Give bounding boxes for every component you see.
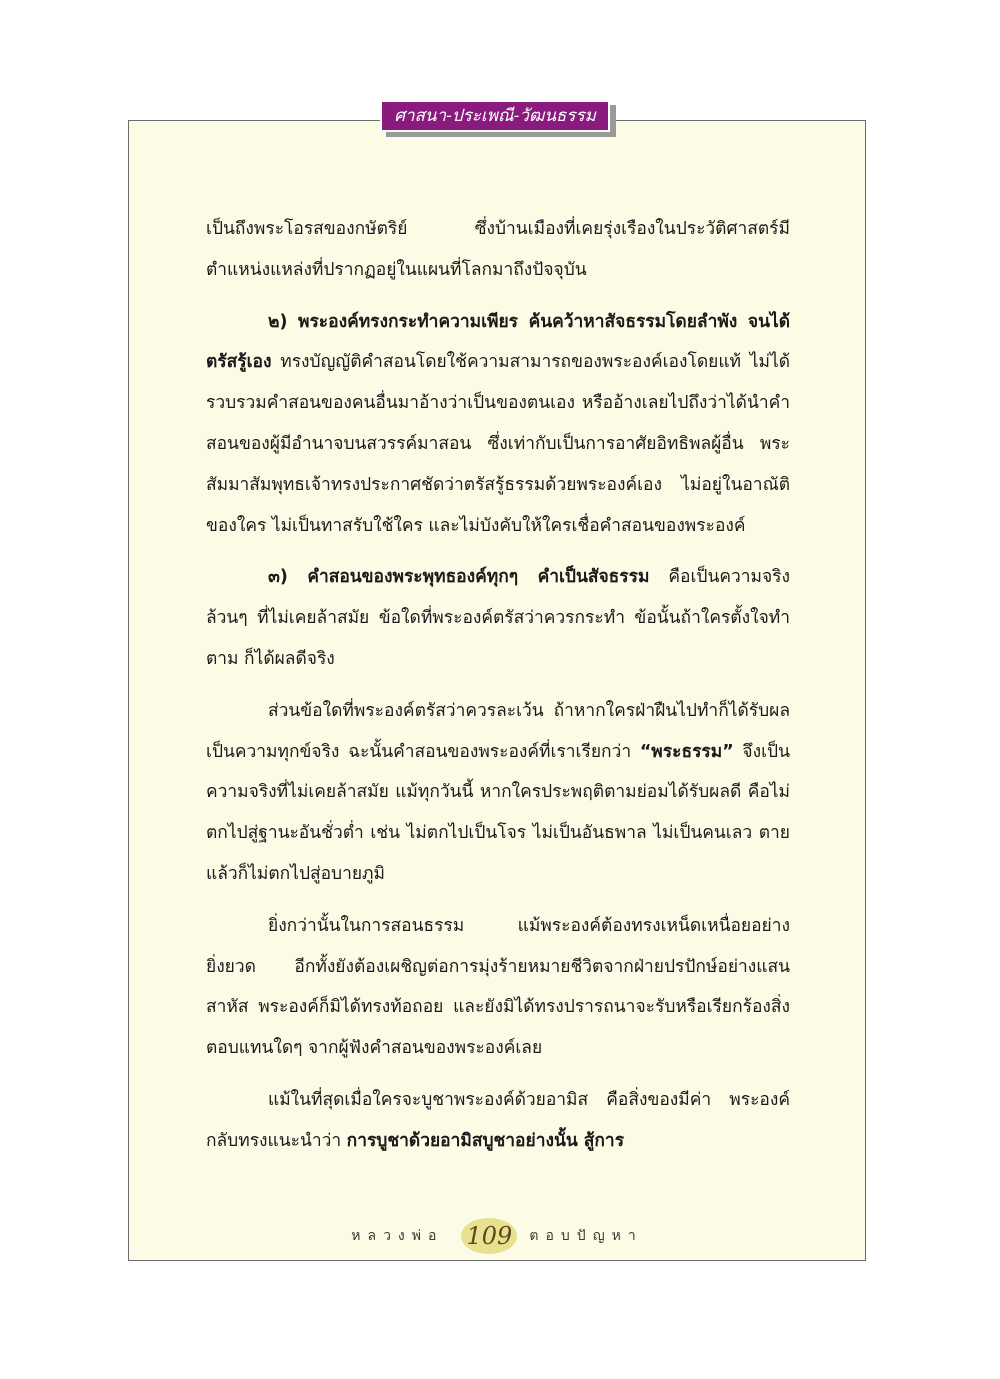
footer [128,1212,866,1260]
footer-left-text: หลวงพ่อ [351,1228,444,1244]
paragraph-4-lead: ส่วนข้อใดที่พระองค์ตรัสว่าควรละเว้น ถ้าหากใครฝ่าฝืนไปทำก็ได้รับผลเป็นความทุกข์จริง ฉะนั้นคำสอนของพระองค์ที่เราเรียกว่า [206,700,790,762]
paragraph-6-lead: แม้ในที่สุดเมื่อใครจะบูชาพระองค์ด้วยอามิส คือสิ่งของมีค่า พระองค์กลับทรงแนะนำว่า [206,1089,790,1151]
paragraph-6-bold: การบูชาด้วยอามิสบูชาอย่างนั้น สู้การ [346,1130,625,1151]
paragraph-4 [206,691,790,895]
paragraph-3-bold: ๓) คำสอนของพระพุทธองค์ทุกๆ คำเป็นสัจธรรม [268,567,650,588]
paragraph-5 [206,906,790,1069]
paragraph-1-text: เป็นถึงพระโอรสของกษัตริย์ ซึ่งบ้านเมืองที่เคยรุ่งเรืองในประวัติศาสตร์มีตำแหน่งแหล่งที่ปรากฏอยู่ในแผนที่โลกมาถึงปัจจุบัน [206,219,790,280]
paragraph-4-bold: “พระธรรม” [639,741,734,762]
paragraph-3-text: คือเป็นความจริงล้วนๆ ที่ไม่เคยล้าสมัย ข้อใดที่พระองค์ตรัสว่าควรกระทำ ข้อนั้นถ้าใครตั้งใจทำตาม ก็ได้ผลดีจริง [206,567,790,669]
paragraph-6 [206,1080,790,1162]
paragraph-3 [206,557,790,679]
paragraph-1 [206,209,790,291]
body-text [206,209,790,1162]
section-header: ศาสนา-ประเพณี-วัฒนธรรม [380,100,610,132]
paragraph-2-bold: ๒) พระองค์ทรงกระทำความเพียร ค้นคว้าหาสัจธรรมโดยลำพัง จนได้ตรัสรู้เอง [206,311,790,373]
paragraph-4-text: จึงเป็นความจริงที่ไม่เคยล้าสมัย แม้ทุกวันนี้ หากใครประพฤติตามย่อมได้รับผลดี คือไม่ตกไปสู่ฐานะอันชั่วต่ำ เช่น ไม่ตกไปเป็นโจร ไม่เป็นอันธพาล ไม่เป็นคนเลว ตายแล้วก็ไม่ตกไปสู่อบายภูมิ [206,741,790,884]
paragraph-2 [206,302,790,547]
paragraph-5-text: ยิ่งกว่านั้นในการสอนธรรม แม้พระองค์ต้องทรงเหน็ดเหนื่อยอย่างยิ่งยวด อีกทั้งยังต้องเผชิญต่อการมุ่งร้ายหมายชีวิตจากฝ่ายปรปักษ์อย่างแสนสาหัส พระองค์ก็มิได้ทรงท้อถอย และยังมิได้ทรงปรารถนาจะรับหรือเรียกร้องสิ่งตอบแทนใดๆ จากผู้ฟังคำสอนของพระองค์เลย [206,915,790,1059]
paragraph-2-text: ทรงบัญญัติคำสอนโดยใช้ความสามารถของพระองค์เองโดยแท้ ไม่ได้รวบรวมคำสอนของคนอื่นมาอ้างว่าเป็นของตนเอง หรืออ้างเลยไปถึงว่าได้นำคำสอนของผู้มีอำนาจบนสวรรค์มาสอน ซึ่งเท่ากับเป็นการอาศัยอิทธิพลผู้อื่น พระสัมมาสัมพุทธเจ้าทรงประกาศชัดว่าตรัสรู้ธรรมด้วยพระองค์เอง ไม่อยู่ในอาณัติของใคร ไม่เป็นทาสรับใช้ใคร และไม่บังคับให้ใครเชื่อคำสอนของพระองค์ [206,352,790,536]
footer-right-text: ตอบปัญหา [529,1228,643,1244]
page-number: 109 [461,1218,517,1254]
